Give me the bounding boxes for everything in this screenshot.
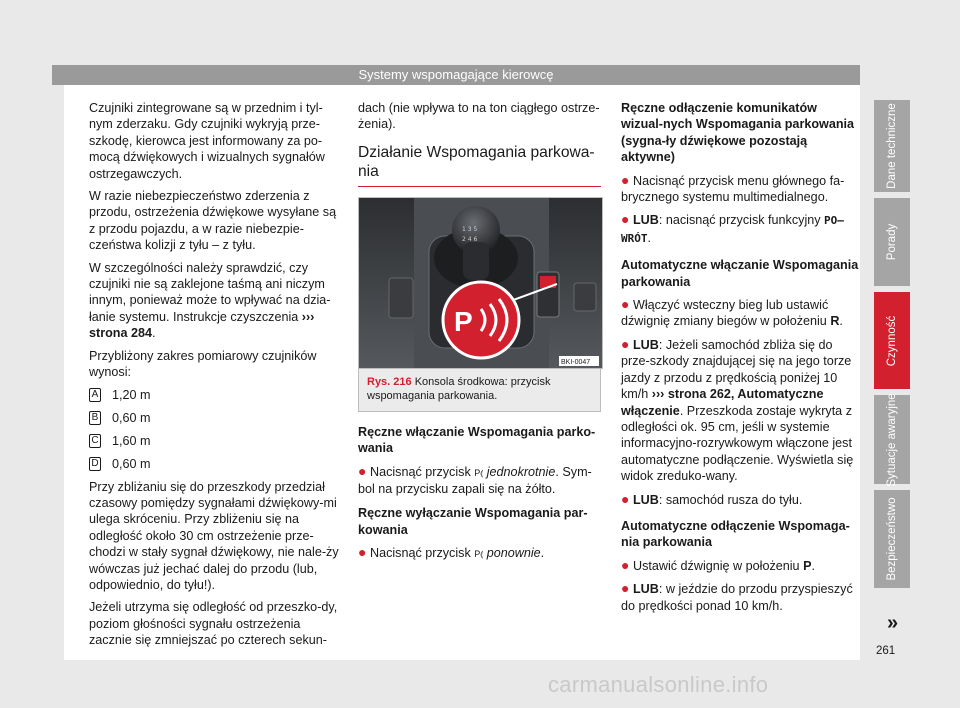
column-3 xyxy=(621,100,861,620)
distance-value: 1,60 m xyxy=(112,433,151,448)
distance-value: 0,60 m xyxy=(112,456,151,471)
bullet-dot-icon: ● xyxy=(621,335,630,352)
sensor-letter-badge: A xyxy=(89,388,101,402)
paragraph: Czujniki zintegrowane są w przednim i tyl-nym zderzaku. Gdy czujniki wykryją prze-szkodę, kierowca jest informowany za po-mocą dźwiękowych i wizualnych sygnałów ostrzegawczych. xyxy=(89,101,325,181)
subheading: Ręczne włączanie Wspomagania parko-wania xyxy=(358,424,596,456)
figure-console-image xyxy=(358,197,603,369)
distance-item xyxy=(89,456,339,473)
bullet-dot-icon: ● xyxy=(358,544,367,561)
column-1 xyxy=(89,100,339,655)
subheading: Ręczne wyłączanie Wspomagania par-kowania xyxy=(358,506,588,537)
function-button-label: PO–WRÓT xyxy=(621,214,844,245)
subheading: Automatyczne włączanie Wspomagania parkowania xyxy=(621,258,859,289)
watermark: carmanualsonline.info xyxy=(548,672,769,697)
park-assist-icon: P⦅ xyxy=(474,467,484,478)
svg-text:P: P xyxy=(454,305,473,337)
bullet-dot-icon: ● xyxy=(621,580,630,597)
paragraph: Przy zbliżaniu się do przeszkody przedział czasowy pomiędzy sygnałami dźwiękowy-mi ulega skróceniu. Przy zbliżeniu się na odległość około 30 cm ostrzeżenie prze-chodzi w stały sygnał dźwiękowy, nie nale-ży wówczas już jechać dalej do przodu (lub, odpowiednio, do tyłu!). xyxy=(89,479,339,592)
bullet: ● LUB: samochód rusza do tyłu. xyxy=(621,490,803,507)
distance-item xyxy=(89,433,339,450)
distance-value: 0,60 m xyxy=(112,410,151,425)
figure-code: BKI-0047 xyxy=(561,358,591,366)
subheading: Ręczne odłączenie komunikatów wizual-nych Wspomagania parkowania (sygna-ły dźwiękowe pozostają aktywne) xyxy=(621,101,855,165)
continue-arrow-icon: » xyxy=(887,612,899,634)
paragraph: dach (nie wpływa to na ton ciągłego ostrze-żenia). xyxy=(358,101,600,132)
sensor-letter-badge: B xyxy=(89,411,101,425)
bullet-dot-icon: ● xyxy=(621,490,630,507)
distance-value: 1,20 m xyxy=(112,387,151,402)
bullet: ● Ustawić dźwignię w położeniu P. xyxy=(621,556,815,573)
paragraph: W szczególności należy sprawdzić, czy czujniki nie są zaklejone taśmą ani niczym innym, ponieważ może to wpływać na dzia-łanie systemu. Instrukcje czyszczenia ››› strona 284. xyxy=(89,260,331,341)
page-number: 261 xyxy=(876,645,896,657)
bullet: ● Nacisnąć przycisk menu głównego fa-brycznego systemu multimedialnego. xyxy=(621,171,845,205)
bullet: ● LUB: nacisnąć przycisk funkcyjny PO–WRÓT. xyxy=(621,211,844,245)
tab-dane-techniczne[interactable]: Dane techniczne xyxy=(874,100,910,192)
sensor-letter-badge: D xyxy=(89,457,101,471)
distance-list xyxy=(89,387,339,473)
tab-czynnosc[interactable]: Czynność xyxy=(874,292,910,389)
bullet: ● LUB: Jeżeli samochód zbliża się do prze-szkody znajdującej się na jego torze jazdy z przodu z prędkością poniżej 10 km/h ››› strona 262, Automatyczne włączenie. Przeszkoda zostaje wykryta z odległości ok. 95 cm, jeśli w systemie informacyjno-rozrywkowym włączone jest automatyczne podłączenie. Wyświetla się widok zreduko-wany. xyxy=(621,335,854,484)
page-header: Systemy wspomagające kierowcę xyxy=(52,65,860,85)
bullet: ● LUB: w jeździe do przodu przyspieszyć do prędkości ponad 10 km/h. xyxy=(621,580,853,613)
svg-text:1 3 5: 1 3 5 xyxy=(462,225,478,233)
paragraph: W razie niebezpieczeństwo zderzenia z przodu, ostrzeżenia dźwiękowe wysyłane są z przodu pojazdu, a w razie niebezpie-czeństwa kolizji z tyłu – z tyłu. xyxy=(89,189,337,253)
page-link[interactable]: ››› strona 262, Automatyczne włączenie xyxy=(621,387,824,418)
bullet-dot-icon: ● xyxy=(621,296,630,313)
bullet-dot-icon: ● xyxy=(621,171,630,188)
tab-sytuacje-awaryjne[interactable]: Sytuacje awaryjne xyxy=(874,395,910,484)
bullet: ● Nacisnąć przycisk P⦅ ponownie. xyxy=(358,544,545,561)
paragraph: Jeżeli utrzyma się odległość od przeszko-dy, poziom głośności sygnału ostrzeżenia zacznie się zmniejszać po czterech sekun- xyxy=(89,600,338,648)
figure-caption xyxy=(358,369,601,412)
bullet-dot-icon: ● xyxy=(358,462,367,479)
bullet: ● Włączyć wsteczny bieg lub ustawić dźwignię zmiany biegów w położeniu R. xyxy=(621,296,843,329)
section-title: Działanie Wspomagania parkowa-nia xyxy=(358,143,601,187)
subheading: Automatyczne odłączenie Wspomaga-nia parkowania xyxy=(621,518,850,550)
bullet: ● Nacisnąć przycisk P⦅ jednokrotnie. Sym-bol na przycisku zapali się na żółto. xyxy=(358,462,592,497)
park-assist-icon: P⦅ xyxy=(474,549,484,560)
distance-item xyxy=(89,410,339,427)
bullet-dot-icon: ● xyxy=(621,556,630,573)
bullet-dot-icon: ● xyxy=(621,211,630,228)
column-2 xyxy=(358,100,605,569)
page-link[interactable]: ››› strona 284 xyxy=(89,309,315,341)
sensor-letter-badge: C xyxy=(89,434,101,448)
figure-label: Rys. 216 xyxy=(367,375,412,388)
svg-text:2 4 6: 2 4 6 xyxy=(462,235,478,243)
tab-bezpieczenstwo[interactable]: Bezpieczeństwo xyxy=(874,490,910,588)
caption-text: Konsola środkowa: przycisk wspomagania parkowania. xyxy=(367,375,551,402)
console-illustration xyxy=(359,198,602,368)
paragraph: Przybliżony zakres pomiarowy czujników wynosi: xyxy=(89,348,317,380)
distance-item xyxy=(89,387,339,404)
tab-porady[interactable]: Porady xyxy=(874,198,910,286)
